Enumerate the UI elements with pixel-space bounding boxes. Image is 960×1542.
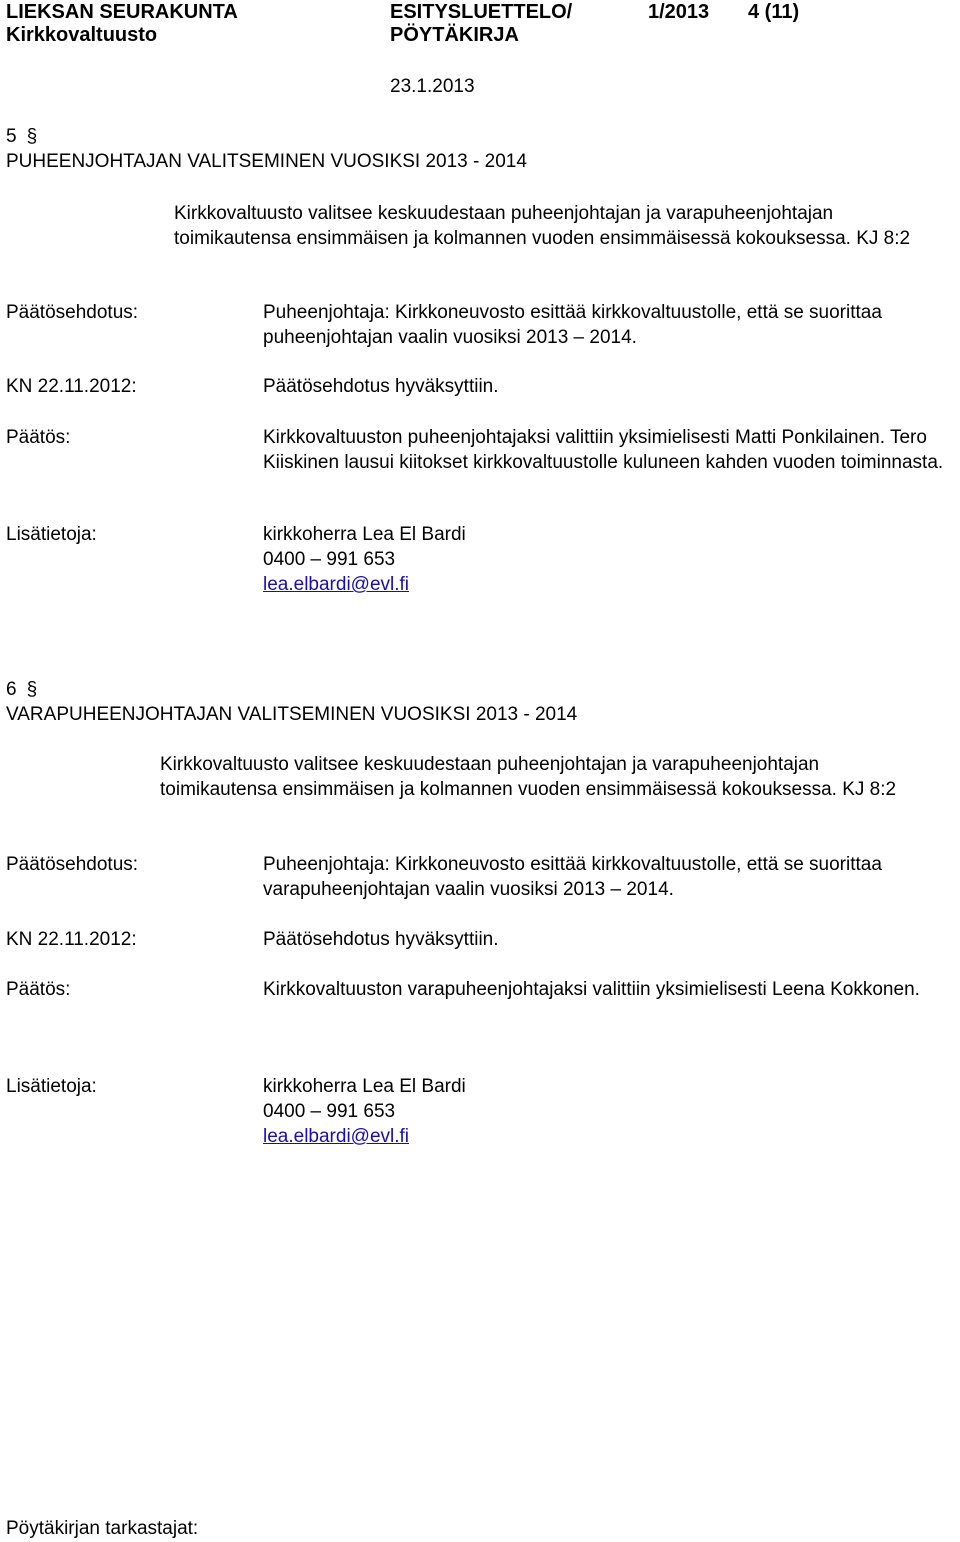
proposal-text: Puheenjohtaja: Kirkkoneuvosto esittää kirkkovaltuustolle, että se suorittaa puheenjohtajan vaalin vuosiksi 2013 – 2014. [263, 302, 882, 348]
page-number: 4 (11) [748, 1, 800, 23]
document-type: ESITYSLUETTELO/ [390, 1, 573, 23]
info-label: Lisätietoja: [6, 1076, 97, 1097]
footer-label: Pöytäkirjan tarkastajat: [6, 1518, 199, 1539]
kn-text: Päätösehdotus hyväksyttiin. [263, 929, 499, 950]
proposal-text: Puheenjohtaja: Kirkkoneuvosto esittää kirkkovaltuustolle, että se suorittaa varapuheenjohtajan vaalin vuosiksi 2013 – 2014. [263, 854, 882, 900]
document-type-line2: PÖYTÄKIRJA [390, 24, 519, 46]
section-number [6, 124, 37, 149]
proposal-label: Päätösehdotus: [6, 854, 139, 875]
proposal-label: Päätösehdotus: [6, 302, 139, 323]
decision-label: Päätös: [6, 427, 71, 448]
section-number-value: 5 [6, 126, 17, 147]
contact-phone: 0400 – 991 653 [263, 549, 396, 570]
decision-text: Kirkkovaltuuston varapuheenjohtajaksi valittiin yksimielisesti Leena Kokkonen. [263, 979, 920, 1000]
organization-name: LIEKSAN SEURAKUNTA [6, 1, 238, 23]
section-intro: Kirkkovaltuusto valitsee keskuudestaan puheenjohtajan ja varapuheenjohtajan toimikautensa ensimmäisen ja kolmannen vuoden ensimmäisessä kokouksessa. KJ 8:2 [174, 203, 911, 249]
document-number: 1/2013 [648, 1, 710, 23]
decision-text: Kirkkovaltuuston puheenjohtajaksi valittiin yksimielisesti Matti Ponkilainen. Tero Kiiskinen lausui kiitokset kirkkovaltuustolle kuluneen kahden vuoden toiminnasta. [263, 427, 944, 473]
section-number-value: 6 [6, 679, 17, 700]
contact-name: kirkkoherra Lea El Bardi [263, 1076, 466, 1097]
section-sign: § [26, 126, 38, 147]
section-sign: § [26, 679, 38, 700]
contact-name: kirkkoherra Lea El Bardi [263, 524, 466, 545]
kn-label: KN 22.11.2012: [6, 929, 137, 950]
info-label: Lisätietoja: [6, 524, 97, 545]
section-number [6, 677, 37, 702]
contact-info [263, 522, 953, 597]
contact-phone: 0400 – 991 653 [263, 1101, 396, 1122]
contact-info [263, 1074, 953, 1149]
contact-email-link[interactable]: lea.elbardi@evl.fi [263, 574, 410, 595]
section-title: PUHEENJOHTAJAN VALITSEMINEN VUOSIKSI 2013 - 2014 [6, 151, 527, 172]
kn-label: KN 22.11.2012: [6, 376, 137, 397]
meeting-date: 23.1.2013 [390, 76, 475, 97]
kn-text: Päätösehdotus hyväksyttiin. [263, 376, 499, 397]
section-intro: Kirkkovaltuusto valitsee keskuudestaan puheenjohtajan ja varapuheenjohtajan toimikautensa ensimmäisen ja kolmannen vuoden ensimmäisessä kokouksessa. KJ 8:2 [160, 754, 897, 800]
section-title: VARAPUHEENJOHTAJAN VALITSEMINEN VUOSIKSI 2013 - 2014 [6, 704, 578, 725]
body-name: Kirkkovaltuusto [6, 24, 158, 46]
decision-label: Päätös: [6, 979, 71, 1000]
contact-email-link[interactable]: lea.elbardi@evl.fi [263, 1126, 410, 1147]
